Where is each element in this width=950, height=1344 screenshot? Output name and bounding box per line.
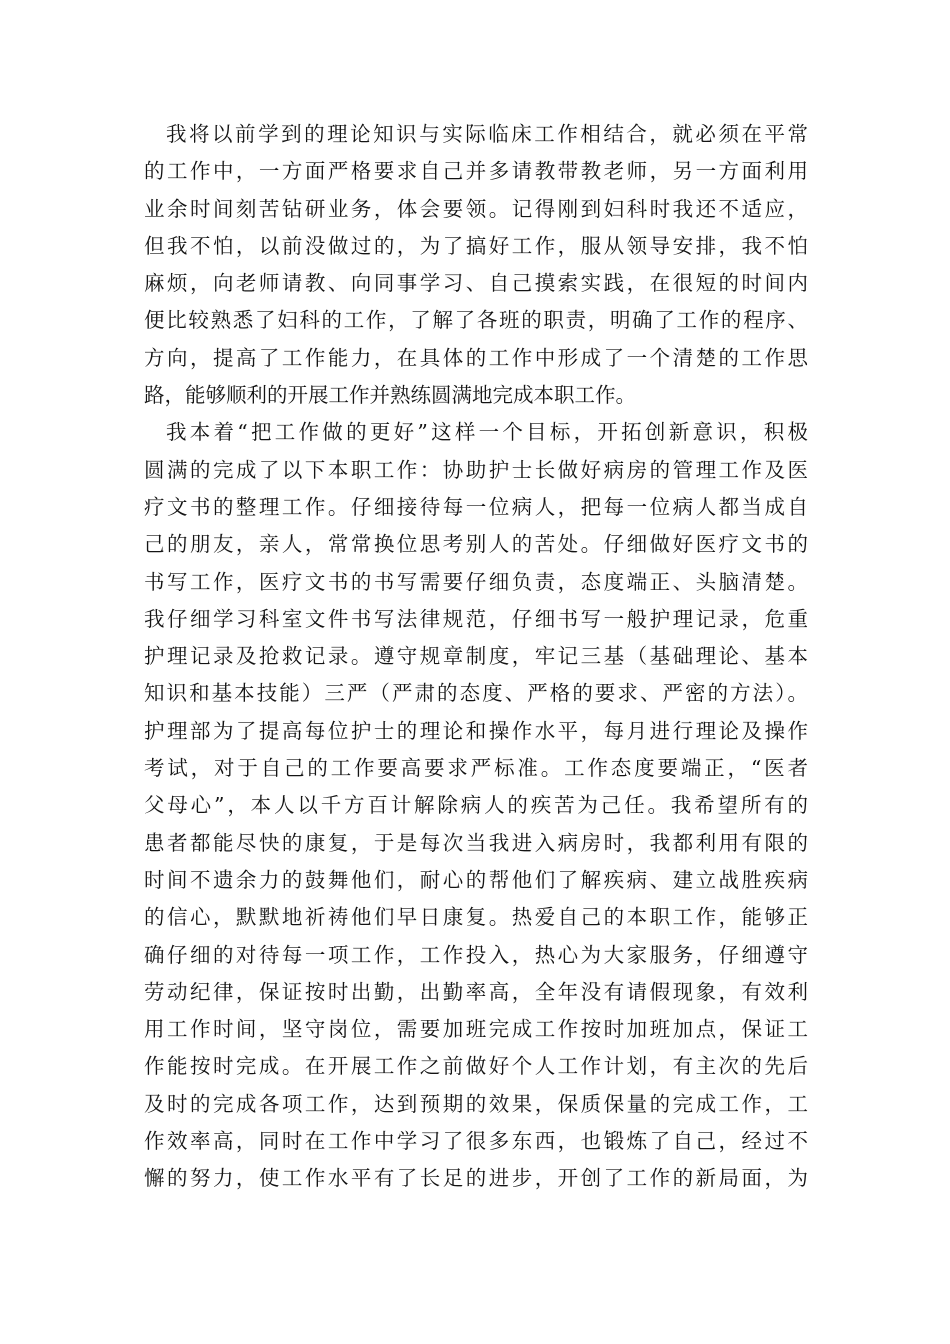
text-line: 父母心”，本人以千方百计解除病人的疾苦为己任。我希望所有的 xyxy=(144,793,808,818)
text-line: 用工作时间，坚守岗位，需要加班完成工作按时加班加点，保证工 xyxy=(144,1017,808,1042)
text-line: 我将以前学到的理论知识与实际临床工作相结合，就必须在平常 xyxy=(166,122,808,146)
text-line: 护理部为了提高每位护士的理论和操作水平，每月进行理论及操作 xyxy=(144,718,808,743)
text-line: 护理记录及抢救记录。遵守规章制度，牢记三基（基础理论、基本 xyxy=(144,644,808,669)
text-line: 的信心，默默地祈祷他们早日康复。热爱自己的本职工作，能够正 xyxy=(144,905,808,930)
text-line: 时间不遗余力的鼓舞他们，耐心的帮他们了解疾病、建立战胜疾病 xyxy=(144,867,808,892)
text-line: 的工作中，一方面严格要求自己并多请教带教老师，另一方面利用 xyxy=(144,159,808,184)
text-line: 及时的完成各项工作，达到预期的效果，保质保量的完成工作，工 xyxy=(144,1091,808,1116)
paragraph-1 xyxy=(144,116,808,414)
text-line: 确仔细的对待每一项工作，工作投入，热心为大家服务，仔细遵守 xyxy=(144,942,808,967)
text-line: 但我不怕，以前没做过的，为了搞好工作，服从领导安排，我不怕 xyxy=(144,233,808,258)
text-line: 业余时间刻苦钻研业务，体会要领。记得刚到妇科时我还不适应， xyxy=(144,196,808,221)
body-text xyxy=(144,116,808,1198)
text-line: 己的朋友，亲人，常常换位思考别人的苦处。仔细做好医疗文书的 xyxy=(144,532,808,557)
text-line: 考试，对于自己的工作要高要求严标准。工作态度要端正，“医者 xyxy=(144,756,808,781)
text-line: 知识和基本技能）三严（严肃的态度、严格的要求、严密的方法）。 xyxy=(144,681,808,706)
text-line: 作能按时完成。在开展工作之前做好个人工作计划，有主次的先后 xyxy=(144,1054,808,1079)
paragraph-2 xyxy=(144,414,808,1197)
text-line: 路，能够顺利的开展工作并熟练圆满地完成本职工作。 xyxy=(144,383,636,408)
text-line: 方向，提高了工作能力，在具体的工作中形成了一个清楚的工作思 xyxy=(144,345,808,370)
text-line: 我仔细学习科室文件书写法律规范，仔细书写一般护理记录，危重 xyxy=(144,606,808,631)
text-line: 麻烦，向老师请教、向同事学习、自己摸索实践，在很短的时间内 xyxy=(144,271,808,296)
text-line: 劳动纪律，保证按时出勤，出勤率高，全年没有请假现象，有效利 xyxy=(144,979,808,1004)
text-line: 患者都能尽快的康复，于是每次当我进入病房时，我都利用有限的 xyxy=(144,830,808,855)
text-line: 便比较熟悉了妇科的工作，了解了各班的职责，明确了工作的程序、 xyxy=(144,308,808,333)
text-line: 圆满的完成了以下本职工作：协助护士长做好病房的管理工作及医 xyxy=(144,457,808,482)
text-line: 书写工作，医疗文书的书写需要仔细负责，态度端正、头脑清楚。 xyxy=(144,569,808,594)
text-line: 疗文书的整理工作。仔细接待每一位病人，把每一位病人都当成自 xyxy=(144,494,808,519)
text-line: 懈的努力，使工作水平有了长足的进步，开创了工作的新局面，为 xyxy=(144,1166,808,1191)
text-line: 作效率高，同时在工作中学习了很多东西，也锻炼了自己，经过不 xyxy=(144,1129,808,1154)
text-line: 我本着“把工作做的更好”这样一个目标，开拓创新意识，积极 xyxy=(166,420,808,445)
